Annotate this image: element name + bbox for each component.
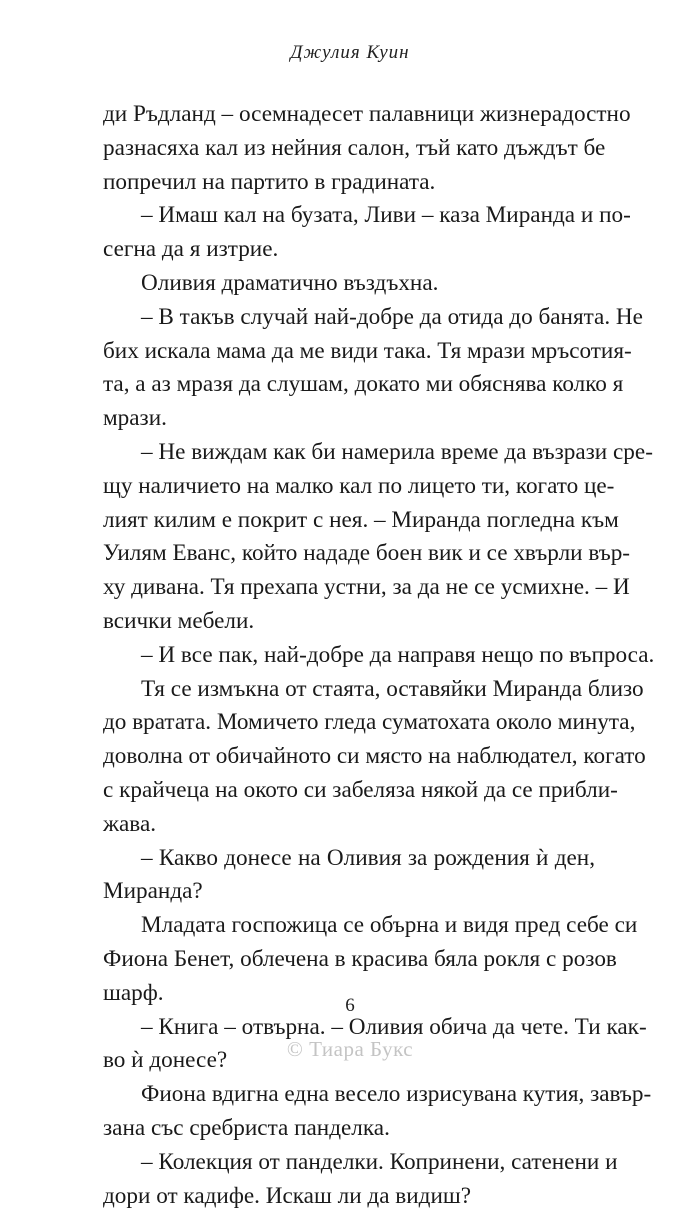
text-line: дори от кадифе. Искаш ли да видиш? (103, 1180, 595, 1213)
text-line: – В такъв случай най-добре да отида до банята. Не (103, 301, 595, 335)
text-line: лият килим е покрит с нея. – Миранда погледна към (103, 504, 595, 538)
running-header-author: Джулия Куин (0, 42, 700, 64)
text-line: – Какво донесе на Оливия за рождения ѝ ден, (103, 842, 595, 876)
text-line: Миранда? (103, 875, 595, 909)
text-line: бих искала мама да ме види така. Тя мрази мръсотия- (103, 335, 595, 369)
text-line: Оливия драматично въздъхна. (103, 267, 595, 301)
text-line: во ѝ донесе? (103, 1044, 595, 1078)
text-line: попречил на партито в градината. (103, 166, 595, 200)
text-line: разнасяха кал из нейния салон, тъй като дъждът бе (103, 132, 595, 166)
text-line: зана със сребриста панделка. (103, 1112, 595, 1146)
text-line: щу наличието на малко кал по лицето ти, когато це- (103, 470, 595, 504)
text-line: – Колекция от панделки. Копринени, сатенени и (103, 1146, 595, 1180)
text-line: жава. (103, 808, 595, 842)
text-line: Тя се измъкна от стаята, оставяйки Миранда близо (103, 673, 595, 707)
text-line: Фиона Бенет, облечена в красива бяла рокля с розов (103, 943, 595, 977)
text-line: ху дивана. Тя прехапа устни, за да не се усмихне. – И (103, 571, 595, 605)
text-line: до вратата. Момичето гледа суматохата около минута, (103, 706, 595, 740)
text-line: Фиона вдигна една весело изрисувана кутия, завър- (103, 1078, 595, 1112)
text-line: шарф. (103, 977, 595, 1011)
text-line: – Книга – отвърна. – Оливия обича да чете. Ти как- (103, 1011, 595, 1045)
text-line: всички мебели. (103, 605, 595, 639)
text-line: ди Ръдланд – осемнадесет палавници жизнерадостно (103, 98, 595, 132)
text-line: с крайчеца на окото си забеляза някой да се прибли- (103, 774, 595, 808)
publisher-watermark: © Тиара Букс (0, 1037, 700, 1062)
text-line: доволна от обичайното си място на наблюдател, когато (103, 740, 595, 774)
text-line: мрази. (103, 402, 595, 436)
text-line: Уилям Еванс, който нададе боен вик и се хвърли вър- (103, 537, 595, 571)
text-line: – И все пак, най-добре да направя нещо по въпроса. (103, 639, 595, 673)
text-line: та, а аз мразя да слушам, докато ми обяснява колко я (103, 368, 595, 402)
text-line: Младата госпожица се обърна и видя пред себе си (103, 909, 595, 943)
text-line: сегна да я изтрие. (103, 233, 595, 267)
text-line: – Имаш кал на бузата, Ливи – каза Миранда и по- (103, 199, 595, 233)
text-line: – Не виждам как би намерила време да възрази сре- (103, 436, 595, 470)
page-number: 6 (0, 995, 700, 1017)
